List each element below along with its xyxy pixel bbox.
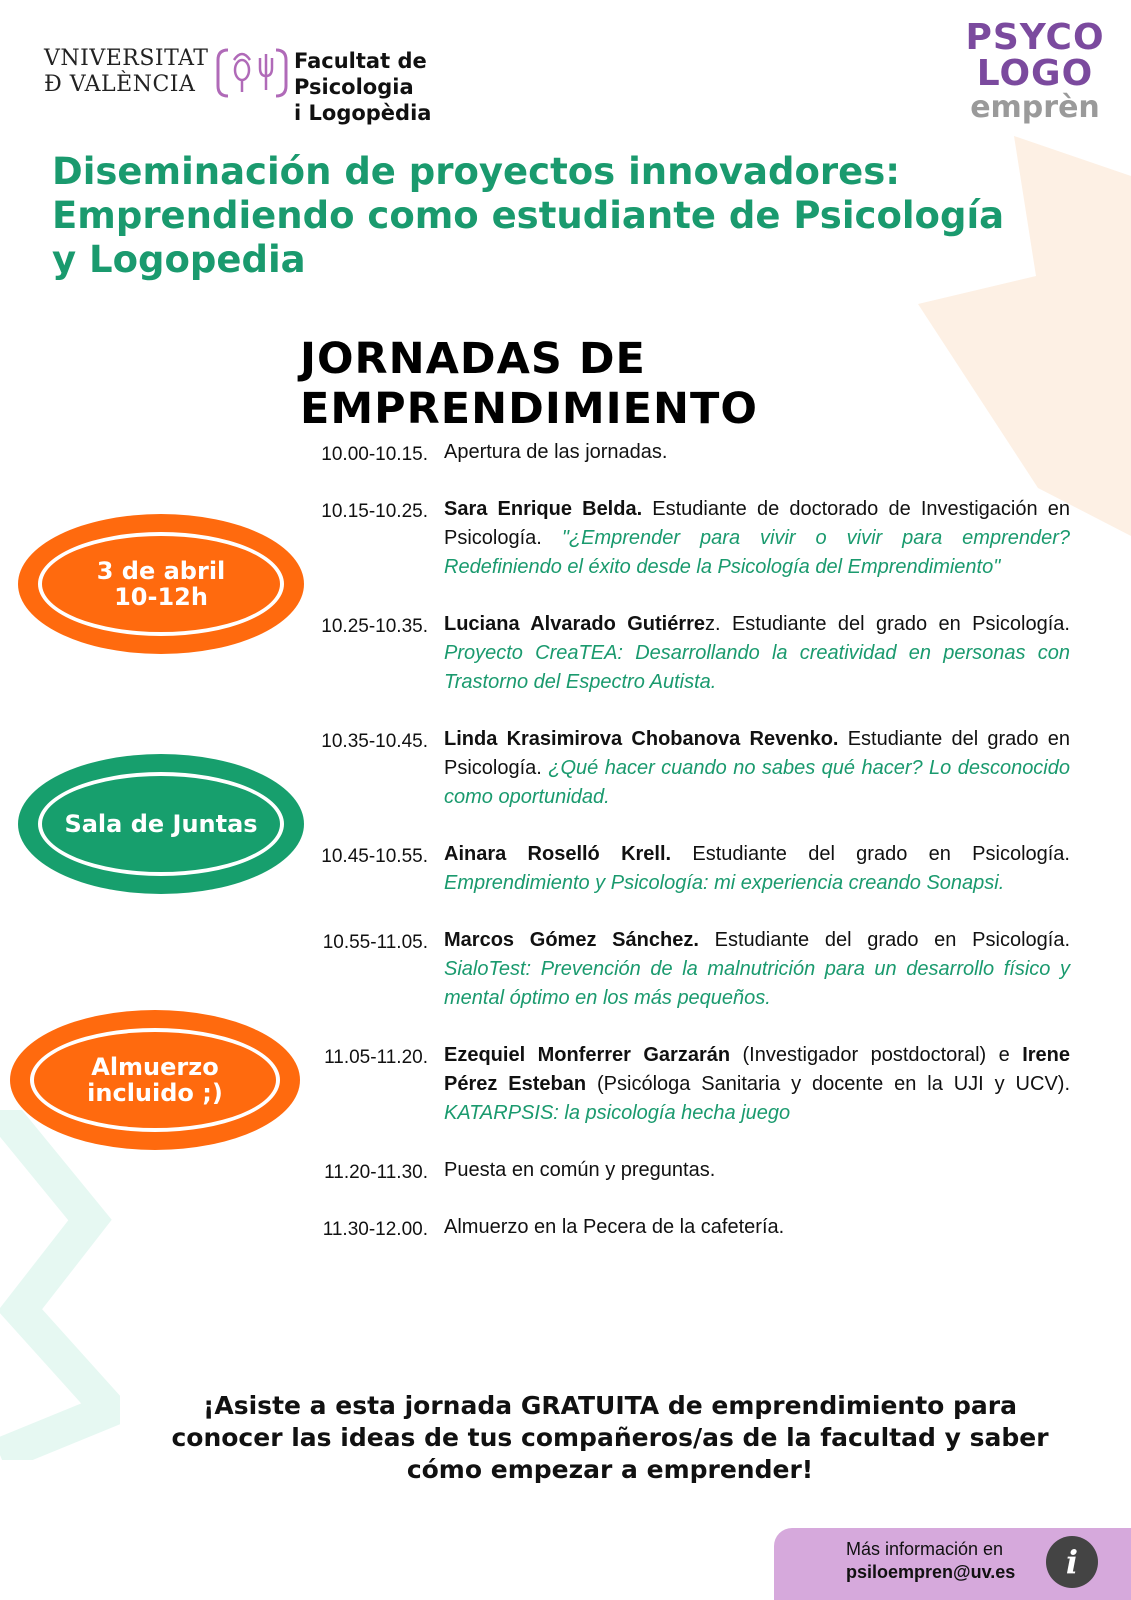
date-badge xyxy=(18,514,304,654)
brand-line-3: emprèn xyxy=(970,90,1100,125)
schedule-list xyxy=(300,438,1070,1270)
talk-title: KATARPSIS: la psicología hecha juego xyxy=(444,1102,791,1124)
speaker-role: Estudiante de doctorado de Investigación en Psicología. xyxy=(444,498,1070,549)
slot-description: Puesta en común y preguntas. xyxy=(444,1159,716,1181)
lunch-badge-text xyxy=(87,1054,223,1106)
slot-time: 10.45-10.55. xyxy=(321,846,428,867)
schedule-item xyxy=(300,725,1070,812)
slot-description xyxy=(444,610,1070,697)
slot-time: 10.25-10.35. xyxy=(321,616,428,637)
cta-line: ¡Asiste a esta jornada GRATUITA de emprendimiento para xyxy=(202,1391,1017,1420)
talk-title: Proyecto CreaTEA: Desarrollando la creatividad en personas con Trastorno del Espectro Autista. xyxy=(444,642,1070,693)
speaker-role: z. Estudiante del grado en Psicología. xyxy=(705,613,1070,635)
psi-brackets-icon xyxy=(216,46,288,100)
title-line: y Logopedia xyxy=(52,238,306,281)
call-to-action xyxy=(130,1390,1090,1486)
contact-label: Más información en xyxy=(846,1539,1004,1559)
info-icon: i xyxy=(1046,1536,1098,1588)
slot-time: 10.15-10.25. xyxy=(321,501,428,522)
slot-time: 10.35-10.45. xyxy=(321,731,428,752)
cta-line: conocer las ideas de tus compañeros/as de la facultad y saber xyxy=(171,1423,1049,1452)
faculty-name xyxy=(294,48,544,126)
schedule-item xyxy=(300,1156,1070,1185)
speaker-role: Estudiante del grado en Psicología. xyxy=(698,929,1070,951)
university-line-1: VNIVERSITAT xyxy=(44,46,209,71)
talk-title: ¿Qué hacer cuando no sabes qué hacer? Lo desconocido como oportunidad. xyxy=(444,757,1071,808)
room-text: Sala de Juntas xyxy=(64,810,258,838)
lunch-badge xyxy=(10,1010,300,1150)
schedule-item xyxy=(300,438,1070,467)
title-line: Emprendiendo como estudiante de Psicología xyxy=(52,194,1005,237)
schedule-item xyxy=(300,926,1070,1013)
slot-time: 11.30-12.00. xyxy=(322,1219,428,1240)
slot-description xyxy=(444,926,1070,1013)
slot-description xyxy=(444,495,1070,582)
speaker-role: Estudiante del grado en Psicología. xyxy=(444,728,1071,779)
speaker-name: Sara Enrique Belda. xyxy=(444,498,643,520)
room-badge-text xyxy=(64,811,257,837)
schedule-item xyxy=(300,610,1070,697)
speaker-role-2: (Psicóloga Sanitaria y docente en la UJI y UCV). xyxy=(586,1073,1070,1095)
speaker-name-2: Irene Pérez Esteban xyxy=(444,1044,1070,1095)
schedule-item xyxy=(300,1041,1070,1128)
brand-line-1: PSYCO xyxy=(965,17,1105,58)
main-title xyxy=(52,150,1052,282)
slot-description xyxy=(444,725,1070,812)
brand-line-2: LOGO xyxy=(976,53,1094,94)
schedule-item xyxy=(300,1213,1070,1242)
slot-description: Apertura de las jornadas. xyxy=(444,441,668,463)
speaker-role: (Investigador postdoctoral) e xyxy=(730,1044,1023,1066)
contact-email: psiloempren@uv.es xyxy=(846,1562,1016,1582)
lunch-line-2: incluido ;) xyxy=(87,1079,223,1107)
psycologo-empren-logo xyxy=(965,17,1105,125)
slot-description xyxy=(444,1041,1070,1128)
mint-zigzag-decoration xyxy=(0,1110,120,1460)
schedule-item xyxy=(300,495,1070,582)
date-badge-text xyxy=(97,558,226,610)
talk-title: "¿Emprender para vivir o vivir para emprender? Redefiniendo el éxito desde la Psicología del Emprendimiento" xyxy=(444,527,1070,578)
faculty-line-1: Facultat de Psicologia xyxy=(294,49,427,99)
slot-time: 10.55-11.05. xyxy=(322,932,428,953)
cta-line: cómo empezar a emprender! xyxy=(406,1455,814,1484)
event-heading: JORNADAS DE EMPRENDIMIENTO xyxy=(300,334,758,434)
university-line-2: Ð VALÈNCIA xyxy=(44,72,196,97)
speaker-name: Luciana Alvarado Gutiérre xyxy=(444,613,706,635)
speaker-name: Ainara Roselló Krell. xyxy=(444,843,672,865)
slot-description xyxy=(444,840,1070,898)
room-badge xyxy=(18,754,304,894)
speaker-name: Linda Krasimirova Chobanova Revenko. xyxy=(444,728,839,750)
schedule-item xyxy=(300,840,1070,898)
faculty-line-2: i Logopèdia xyxy=(294,101,432,125)
speaker-role: Estudiante del grado en Psicología. xyxy=(671,843,1070,865)
contact-box xyxy=(774,1528,1131,1600)
date-text: 3 de abril xyxy=(96,557,226,585)
slot-time: 10.00-10.15. xyxy=(321,444,428,465)
lunch-line-1: Almuerzo xyxy=(91,1053,219,1081)
speaker-name: Marcos Gómez Sánchez. xyxy=(444,929,699,951)
talk-title: SialoTest: Prevención de la malnutrición para un desarrollo físico y mental óptimo en los más pequeños. xyxy=(444,958,1070,1009)
speaker-name: Ezequiel Monferrer Garzarán xyxy=(444,1044,731,1066)
title-line: Diseminación de proyectos innovadores: xyxy=(52,150,901,193)
slot-time: 11.05-11.20. xyxy=(324,1047,428,1068)
slot-time: 11.20-11.30. xyxy=(324,1162,428,1183)
university-name xyxy=(44,46,208,98)
time-text: 10-12h xyxy=(114,583,208,611)
talk-title: Emprendimiento y Psicología: mi experiencia creando Sonapsi. xyxy=(444,872,1005,894)
university-faculty-logo xyxy=(44,44,544,125)
slot-description: Almuerzo en la Pecera de la cafetería. xyxy=(444,1216,785,1238)
contact-text xyxy=(846,1538,1015,1584)
